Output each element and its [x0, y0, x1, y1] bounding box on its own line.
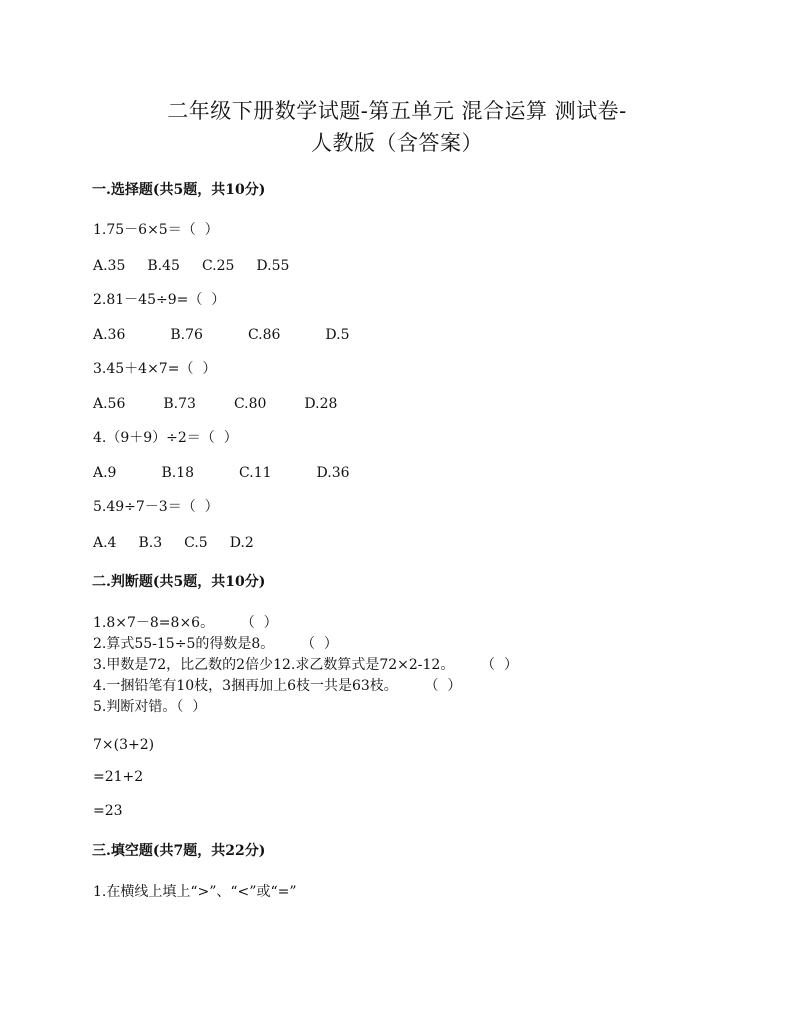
option-d: D.28 — [304, 396, 338, 412]
option-b: B.76 — [170, 327, 203, 343]
section-heading-judgement: 二.判断题(共5题，共10分) — [92, 574, 266, 590]
option-c: C.5 — [184, 535, 208, 551]
question-stem: 3.45＋4×7=（ ） — [93, 361, 217, 377]
question-stem: 1.75－6×5＝（ ） — [93, 222, 219, 238]
section-heading-fill-in: 三.填空题(共7题，共22分) — [92, 843, 266, 859]
judgement-item: 5.判断对错。（ ） — [93, 699, 207, 715]
document-title-line1: 二年级下册数学试题-第五单元 混合运算 测试卷- — [167, 99, 627, 123]
question-stem: 2.81－45÷9=（ ） — [93, 292, 226, 308]
option-d: D.5 — [325, 327, 350, 343]
judgement-item: 4.一捆铅笔有10枝，3捆再加上6枝一共是63枝。 （ ） — [93, 678, 462, 694]
question-options — [93, 463, 395, 483]
option-c: C.80 — [233, 396, 267, 412]
option-a: A.9 — [93, 465, 117, 481]
option-c: C.86 — [247, 327, 281, 343]
fill-in-item: 1.在横线上填上“>”、“<”或“=” — [93, 884, 297, 900]
question-stem: 4.（9＋9）÷2＝（ ） — [93, 430, 238, 446]
option-c: C.11 — [239, 465, 272, 481]
option-b: B.45 — [147, 258, 180, 274]
question-options — [93, 394, 375, 414]
judgement-item: 1.8×7－8=8×6。 （ ） — [93, 615, 278, 631]
document-title-line2: 人教版（含答案） — [311, 131, 483, 155]
judgement-item: 3.甲数是72，比乙数的2倍少12.求乙数算式是72×2-12。 （ ） — [93, 657, 518, 673]
calculation-line: 7×(3+2) — [93, 737, 155, 753]
option-b: B.3 — [138, 535, 163, 551]
option-b: B.73 — [163, 396, 196, 412]
option-c: C.25 — [201, 258, 235, 274]
section-heading-choice: 一.选择题(共5题，共10分) — [92, 182, 266, 198]
option-d: D.36 — [316, 465, 350, 481]
option-a: A.35 — [93, 258, 126, 274]
question-stem: 5.49÷7－3＝（ ） — [93, 499, 219, 515]
option-d: D.2 — [229, 535, 254, 551]
option-b: B.18 — [161, 465, 195, 481]
option-a: A.56 — [93, 396, 126, 412]
judgement-item: 2.算式55-15÷5的得数是8。 （ ） — [93, 636, 338, 652]
option-d: D.55 — [256, 258, 290, 274]
calculation-line: =23 — [93, 803, 123, 819]
question-options — [93, 256, 311, 276]
question-options — [93, 325, 395, 345]
calculation-line: =21+2 — [93, 769, 144, 785]
question-options — [93, 533, 276, 553]
option-a: A.36 — [93, 327, 126, 343]
option-a: A.4 — [93, 535, 117, 551]
